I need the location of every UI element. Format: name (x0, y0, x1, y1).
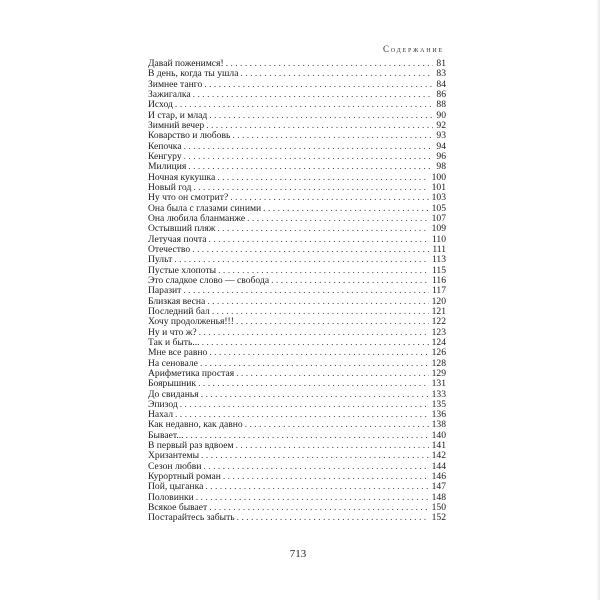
toc-dot-leader (202, 338, 429, 348)
toc-entry-page: 124 (431, 336, 446, 348)
toc-entry-title: Сезон любви (148, 460, 202, 472)
toc-entry-page: 138 (431, 419, 446, 431)
toc-dot-leader (217, 173, 428, 183)
toc-dot-leader (206, 121, 433, 131)
toc-entry-page: 136 (431, 409, 446, 421)
toc-entry-title: Милиция (148, 161, 187, 173)
toc-dot-leader (203, 462, 428, 472)
toc-dot-leader (236, 317, 429, 327)
toc-entry (148, 142, 446, 152)
toc-dot-leader (245, 420, 429, 430)
toc-entry (148, 390, 446, 400)
page-number: 713 (289, 548, 307, 560)
toc-entry-title: Курортный роман (148, 471, 221, 483)
toc-entry-page: 92 (436, 119, 446, 131)
toc-entry-title: Как недавно, как давно (148, 419, 243, 431)
toc-entry-page: 90 (436, 109, 446, 121)
toc-entry-title: В первый раз вдвоем (148, 440, 234, 452)
toc-dot-leader (201, 451, 429, 461)
toc-entry-page: 98 (436, 161, 446, 173)
toc-dot-leader (209, 235, 429, 245)
toc-dot-leader (196, 493, 429, 503)
toc-entry-page: 105 (431, 202, 446, 214)
toc-entry-page: 96 (436, 150, 446, 162)
toc-entry-title: Зажигалка (148, 88, 191, 100)
toc-entry-title: Новый год (148, 181, 192, 193)
toc-entry (148, 513, 446, 523)
toc-dot-leader (217, 224, 428, 234)
toc-entry-page: 94 (436, 140, 446, 152)
toc-entry-page: 144 (431, 460, 446, 472)
toc-entry-page: 129 (431, 367, 446, 379)
toc-entry-page: 110 (431, 233, 446, 245)
toc-dot-leader (223, 472, 429, 482)
toc-entry-title: Хризантемы (148, 450, 200, 462)
toc-dot-leader (174, 255, 429, 265)
toc-dot-leader (271, 276, 429, 286)
toc-entry (148, 317, 446, 327)
toc-entry-title: Паразит (148, 285, 182, 297)
toc-entry (148, 80, 446, 90)
toc-entry-title: Коварство и любовь (148, 130, 231, 142)
toc-entry-page: 141 (431, 440, 446, 452)
toc-entry-title: Эпизод (148, 398, 178, 410)
toc-entry-title: Боярышник (148, 378, 197, 390)
toc-entry-title: Последний бал (148, 305, 210, 317)
toc-dot-leader (226, 59, 434, 69)
toc-entry-title: Всякое бывает (148, 502, 208, 514)
toc-entry-title: Она любила бланманже (148, 212, 246, 224)
toc-dot-leader (205, 482, 428, 492)
toc-entry-page: 117 (431, 285, 446, 297)
toc-entry-title: Пой, цыганка (148, 481, 204, 493)
toc-entry (148, 400, 446, 410)
toc-dot-leader (232, 131, 433, 141)
toc-dot-leader (247, 214, 428, 224)
toc-entry-title: Ночная кукушка (148, 171, 216, 183)
toc-entry (148, 348, 446, 358)
toc-dot-leader (193, 183, 428, 193)
toc-entry-page: 128 (431, 357, 446, 369)
toc-entry-page: 84 (436, 78, 446, 90)
toc-entry-page: 115 (431, 264, 446, 276)
toc-entry-title: Близкая весна (148, 295, 206, 307)
toc-entry-title: Это сладкое слово — свобода (148, 274, 270, 286)
toc-entry-page: 140 (431, 429, 446, 441)
toc-entry-title: До свиданья (148, 388, 199, 400)
toc-entry-page: 111 (432, 243, 446, 255)
toc-dot-leader (192, 245, 429, 255)
toc-entry-page: 81 (436, 58, 446, 69)
toc-entry-title: Мне все равно (148, 347, 208, 359)
toc-entry-page: 142 (431, 450, 446, 462)
toc-dot-leader (201, 390, 429, 400)
toc-entry-title: Бывает... (148, 429, 184, 441)
toc-entry-title: В день, когда ты ушла (148, 68, 239, 80)
toc-entry-page: 107 (431, 212, 446, 224)
toc-entry-title: Отечество (148, 243, 191, 255)
toc-dot-leader (236, 441, 429, 451)
toc-entry-page: 126 (431, 347, 446, 359)
toc-entry-page: 133 (431, 388, 446, 400)
toc-dot-leader (180, 400, 429, 410)
toc-entry-title: Кепочка (148, 140, 182, 152)
toc-entry-page: 152 (431, 512, 446, 524)
toc-entry-title: Зимнее танго (148, 78, 203, 90)
toc-entry-page: 101 (431, 181, 446, 193)
toc-dot-leader (193, 90, 434, 100)
toc-dot-leader (175, 100, 434, 110)
toc-entry-page: 109 (431, 223, 446, 235)
toc-entry (148, 255, 446, 265)
toc-entry-title: Остывший пляж (148, 223, 216, 235)
toc-dot-leader (237, 513, 429, 523)
toc-dot-leader (198, 379, 429, 389)
toc-entry-page: 93 (436, 130, 446, 142)
toc-entry-title: На сеновале (148, 357, 198, 369)
toc-entry-title: Она была с глазами синими (148, 202, 262, 214)
toc-entry (148, 152, 446, 162)
toc-entry-title: Зимний вечер (148, 119, 205, 131)
toc-entry-page: 146 (431, 471, 446, 483)
toc-dot-leader (209, 348, 428, 358)
toc-entry-title: Пустые хлопоты (148, 264, 217, 276)
toc-entry-title: Нахал (148, 409, 173, 421)
toc-entry-page: 103 (431, 192, 446, 204)
toc-dot-leader (184, 152, 434, 162)
toc-entry (148, 131, 446, 141)
toc-entry (148, 245, 446, 255)
toc-entry-title: И стар, и млад (148, 109, 208, 121)
toc-dot-leader (209, 111, 433, 121)
toc-entry-title: Ну что он смотрит? (148, 192, 229, 204)
toc-dot-leader (236, 369, 428, 379)
toc-entry (148, 90, 446, 100)
toc-entry-page: 123 (431, 326, 446, 338)
toc-entry-page: 88 (436, 99, 446, 111)
toc-entry (148, 173, 446, 183)
toc-entry-title: Так и быть... (148, 336, 200, 348)
toc-entry (148, 235, 446, 245)
toc-entry-page: 150 (431, 502, 446, 514)
toc-entry (148, 276, 446, 286)
toc-entry (148, 420, 446, 430)
toc-entry-page: 120 (431, 295, 446, 307)
toc-dot-leader (200, 359, 429, 369)
toc-dot-leader (209, 503, 428, 513)
toc-entry-title: Летучая почта (148, 233, 207, 245)
toc-entry-title: Пульт (148, 254, 173, 266)
toc-entry-title: Хочу продолженья!!! (148, 316, 234, 328)
toc-entry-page: 147 (431, 481, 446, 493)
toc-dot-leader (212, 307, 429, 317)
toc-dot-leader (207, 297, 428, 307)
toc-entry-title: Арифметика простая (148, 367, 235, 379)
page-edge (596, 0, 600, 600)
toc-entry-page: 148 (431, 491, 446, 503)
toc-dot-leader (184, 142, 434, 152)
toc-entry-page: 83 (436, 68, 446, 80)
toc-entry-page: 113 (431, 254, 446, 266)
toc-entry-title: Половинки (148, 491, 194, 503)
toc-entry-title: Давай поженимся! (148, 58, 224, 69)
toc-dot-leader (188, 162, 433, 172)
toc-entry-title: Ну и что ж? (148, 326, 197, 338)
toc-dot-leader (199, 328, 429, 338)
toc-entry-page: 122 (431, 316, 446, 328)
toc-entry-page: 100 (431, 171, 446, 183)
toc-entry-page: 135 (431, 398, 446, 410)
toc-entry-page: 116 (431, 274, 446, 286)
toc-dot-leader (204, 80, 433, 90)
toc-dot-leader (240, 69, 433, 79)
toc-dot-leader (263, 204, 428, 214)
toc-entry-title: Кенгуру (148, 150, 182, 162)
toc-dot-leader (183, 286, 429, 296)
toc-entry-title: Исход (148, 99, 173, 111)
table-of-contents (148, 59, 446, 524)
toc-entry-page: 86 (436, 88, 446, 100)
toc-entry (148, 379, 446, 389)
toc-entry (148, 286, 446, 296)
running-head: Содержание (383, 44, 444, 54)
toc-entry-page: 131 (431, 378, 446, 390)
toc-entry-page: 121 (431, 305, 446, 317)
toc-entry-title: Постарайтесь забыть (148, 512, 235, 524)
